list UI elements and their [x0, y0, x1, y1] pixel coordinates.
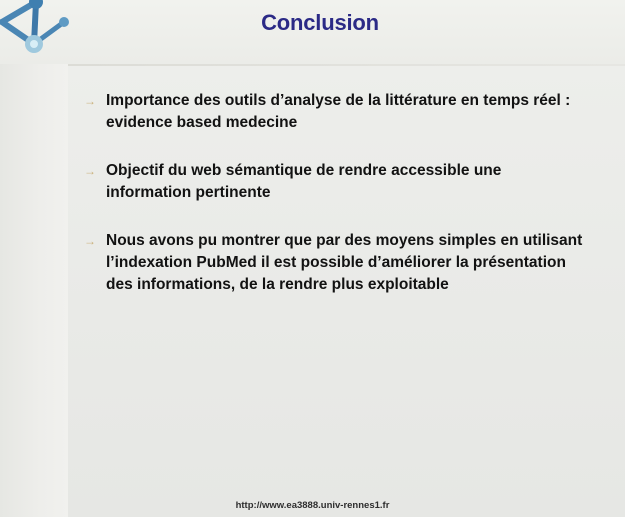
bullet-item — [84, 160, 584, 204]
left-band — [0, 64, 68, 517]
bullet-text: Importance des outils d’analyse de la littérature en temps réel : evidence based medecine — [106, 92, 571, 131]
bullet-item — [84, 230, 584, 296]
slide-title: Conclusion — [261, 10, 379, 35]
bullet-list — [84, 90, 584, 322]
arrow-icon: → — [84, 164, 96, 178]
bullet-item — [84, 90, 584, 134]
header-divider — [68, 64, 625, 66]
arrow-icon: → — [84, 94, 96, 108]
bullet-text: Nous avons pu montrer que par des moyens simples en utilisant l’indexation PubMed il est possible d’améliorer la présentation des informations, de la rendre plus exploitable — [106, 232, 583, 293]
bullet-text: Objectif du web sémantique de rendre accessible une information pertinente — [106, 162, 502, 201]
arrow-icon: → — [84, 234, 96, 248]
footer-url: http://www.ea3888.univ-rennes1.fr — [235, 500, 390, 511]
